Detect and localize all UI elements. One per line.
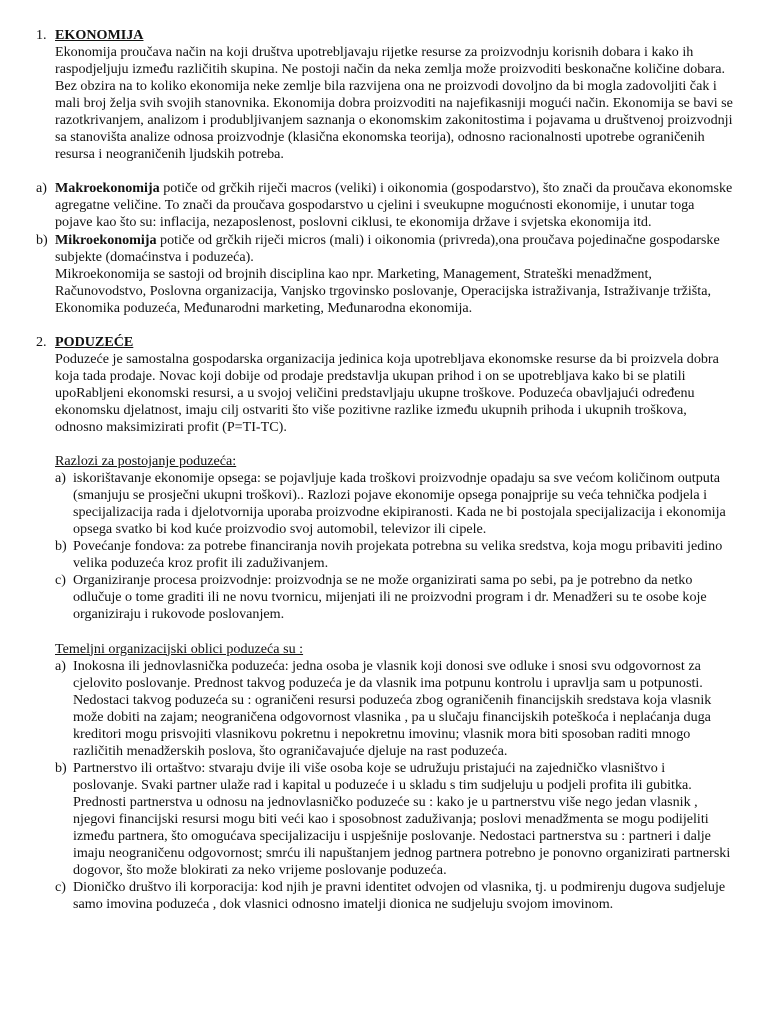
subheading-razlozi: Razlozi za postojanje poduzeća: xyxy=(55,453,237,470)
list-label: b) xyxy=(55,538,67,555)
section-paragraph: Ekonomija proučava način na koji društva upotrebljavaju rijetke resurse za proizvodnju korisnih dobara i kako ih raspodjeljuju između različitih skupina. Ne postoji način da neka zemlja može proizvoditi beskonačne količine dobara. Bez obzira na to koliko ekonomija neke zemlje bila razvijena ona ne proizvodi dovoljno da bi mogla zadovoljiti čak i mali broj želja svih svojih stanovnika. Ekonomija dobra proizvoditi na najefikasniji mogući način. Ekonomija se bavi se razotkrivanjem, analizom i produbljivanjem saznanja o ekonomskim zakonitostima i pojavama u društvenoj proizvodnji sa stanovišta analize odnosa proizvodnje (klasična ekonomska teorija), odnosno racionalnosti upotrebe ograničenih resursa i neograničenih ljudskih potreba. xyxy=(55,44,733,163)
list-label: b) xyxy=(55,759,67,776)
list-text: Organiziranje procesa proizvodnje: proizvodnja se ne može organizirati sama po sebi, pa je potrebno da netko odlučuje o tome graditi ili ne novu tvornicu, mijenjati ili ne proizvodni program i dr. Menadžeri su te osobe koje organiziraju i rukovode poslovanjem. xyxy=(73,572,707,623)
list-item-makroekonomija xyxy=(0,180,733,231)
section-ekonomija xyxy=(0,27,733,163)
list-item-reason xyxy=(0,538,733,572)
section-paragraph: Poduzeće je samostalna gospodarska organizacija jedinica koja upotrebljava ekonomske resurse da bi proizvela dobra koja tada prodaje. Novac koji dobije od prodaje predstavlja ukupan prihod i on se upotrebljava kako bi se platili upoRabljeni ekonomski resursi, a u svojoj veličini predstavljaju ukupne troškove. Poduzeća obavljajući određenu ekonomsku djelatnost, imaju cilj ostvariti što više pozitivne razlike između ukupnih prihoda i ukupnih troškova, odnosno maksimizirati profit (P=TI-TC). xyxy=(55,350,719,435)
list-label: a) xyxy=(55,657,66,674)
list-label: a) xyxy=(36,180,47,197)
section-title: EKONOMIJA xyxy=(55,27,144,43)
document-page xyxy=(0,27,768,913)
list-extra-text: Mikroekonomija se sastoji od brojnih disciplina kao npr. Marketing, Management, Strateški menadžment, Računovodstvo, Poslovna organizacija, Vanjsko trgovinsko poslovanje, Operacijska istraživanja, Istraživanje tržišta, Ekonomika poduzeća, Međunarodni marketing, Međunarodna ekonomija. xyxy=(55,265,711,316)
list-label: c) xyxy=(55,572,66,589)
list-label: b) xyxy=(36,231,48,248)
term-description: potiče od grčkih riječi macros (veliki) i oikonomia (gospodarstvo), što znači da proučava ekonomske agregatne veličine. To znači da proučava gospodarstvo u cjelini i sveukupne mogućnosti ekonomije, i unutar toga pojave kao što su: inflacija, nezaposlenost, poslovni ciklusi, te ekonomija države i svjetska ekonomija itd. xyxy=(55,180,733,231)
list-item-form xyxy=(0,760,733,879)
list-text xyxy=(55,232,733,266)
subheading-oblici: Temeljni organizacijski oblici poduzeća su : xyxy=(55,640,304,657)
list-text: iskorištavanje ekonomije opsega: se pojavljuje kada troškovi proizvodnje opadaju sa sve većom količinom outputa (smanjuju se prosječni ukupni troškovi).. Razlozi pojave ekonomije opsega ponajprije su veća tehnička podjela i specijalizacija rada i djelotvornija uporaba proizvodne ekipiranosti. Kada ne bi postojala specijalizacija i ekonomija opsega svatko bi kod kuće proizvodio svoj automobil, televizor ili cipele. xyxy=(73,470,726,538)
section-number: 2. xyxy=(36,333,47,350)
term: Makroekonomija xyxy=(55,180,160,197)
list-item-reason xyxy=(0,470,733,538)
list-text: Povećanje fondova: za potrebe financiranja novih projekata potrebna su velika sredstva, koja mogu pribaviti jedino velika poduzeća kroz profit ili zaduživanjem. xyxy=(73,538,723,572)
term-description: potiče od grčkih riječi micros (mali) i oikonomia (privreda),ona proučava pojedinačne gospodarske subjekte (domaćinstva i poduzeća). xyxy=(55,231,720,265)
list-item-mikroekonomija xyxy=(0,232,733,317)
section-number: 1. xyxy=(36,27,47,43)
section-title: PODUZEĆE xyxy=(55,333,134,350)
subsection-oblici xyxy=(0,641,733,658)
list-item-reason xyxy=(0,572,733,623)
list-text: Inokosna ili jednovlasničkа poduzeća: jedna osoba je vlasnik koji donosi sve odluke i snosi svu odgovornost za cjelovito poslovanje. Prednost takvog poduzeća je da vlasnik ima potpunu kontrolu i upravlja sam u potpunosti. Nedostaci takvog poduzeća su : ograničeni resursi poduzeća zbog ograničenih financijskih sredstava koja vlasnik može dobiti na zajam; neograničena odgovornost vlasnika , pa u slučaju financijskih poteškoća i neplaćanja duga kreditori mogu prisvojiti vlasnikovu pokretnu i nepokretnu imovinu; vlasnik mora biti sposoban raditi mnogo različitih menadžerskih poslova, što ograničavajuće djeluje na rast poduzeća. xyxy=(73,657,712,759)
list-text: Dioničko društvo ili korporacija: kod njih je pravni identitet odvojen od vlasnika, tj. u podmirenju dugova sudjeluje samo imovina poduzeća , dok vlasnici odnosno imatelji dionica ne sudjeluju svojom imovinom. xyxy=(73,879,726,913)
list-text xyxy=(55,180,733,231)
list-item-form xyxy=(0,879,733,913)
list-label: c) xyxy=(55,879,66,896)
list-item-form xyxy=(0,658,733,760)
section-poduzece xyxy=(0,334,733,470)
term: Mikroekonomija xyxy=(55,231,157,248)
list-text: Partnerstvo ili ortaštvo: stvaraju dvije ili više osoba koje se udružuju pristajući na zajedničko vlasništvo i poslovanje. Svaki partner ulaže rad i kapital u poduzeće i u skladu s tim sudjeluju u podjeli profita ili gubitka. Prednosti partnerstva u odnosu na jednovlasničko poduzeće su : kako je u partnerstvu više nego jedan vlasnik , njegovi financijski resursi mogu biti veći kao i sposobnost zaduživanja; poslovi menadžmenta se mogu podijeliti između partnera, što omogućava specijalizaciju i uspješnije poslovanje. Nedostaci partnerstva su : partneri i dalje imaju neograničenu odgovornost; smrću ili napuštanjem jednog partnera potrebno je ponovno organizirati partnerski dogovor, što može blokirati za neko vrijeme poslovanje poduzeća. xyxy=(73,759,731,879)
list-label: a) xyxy=(55,470,66,487)
